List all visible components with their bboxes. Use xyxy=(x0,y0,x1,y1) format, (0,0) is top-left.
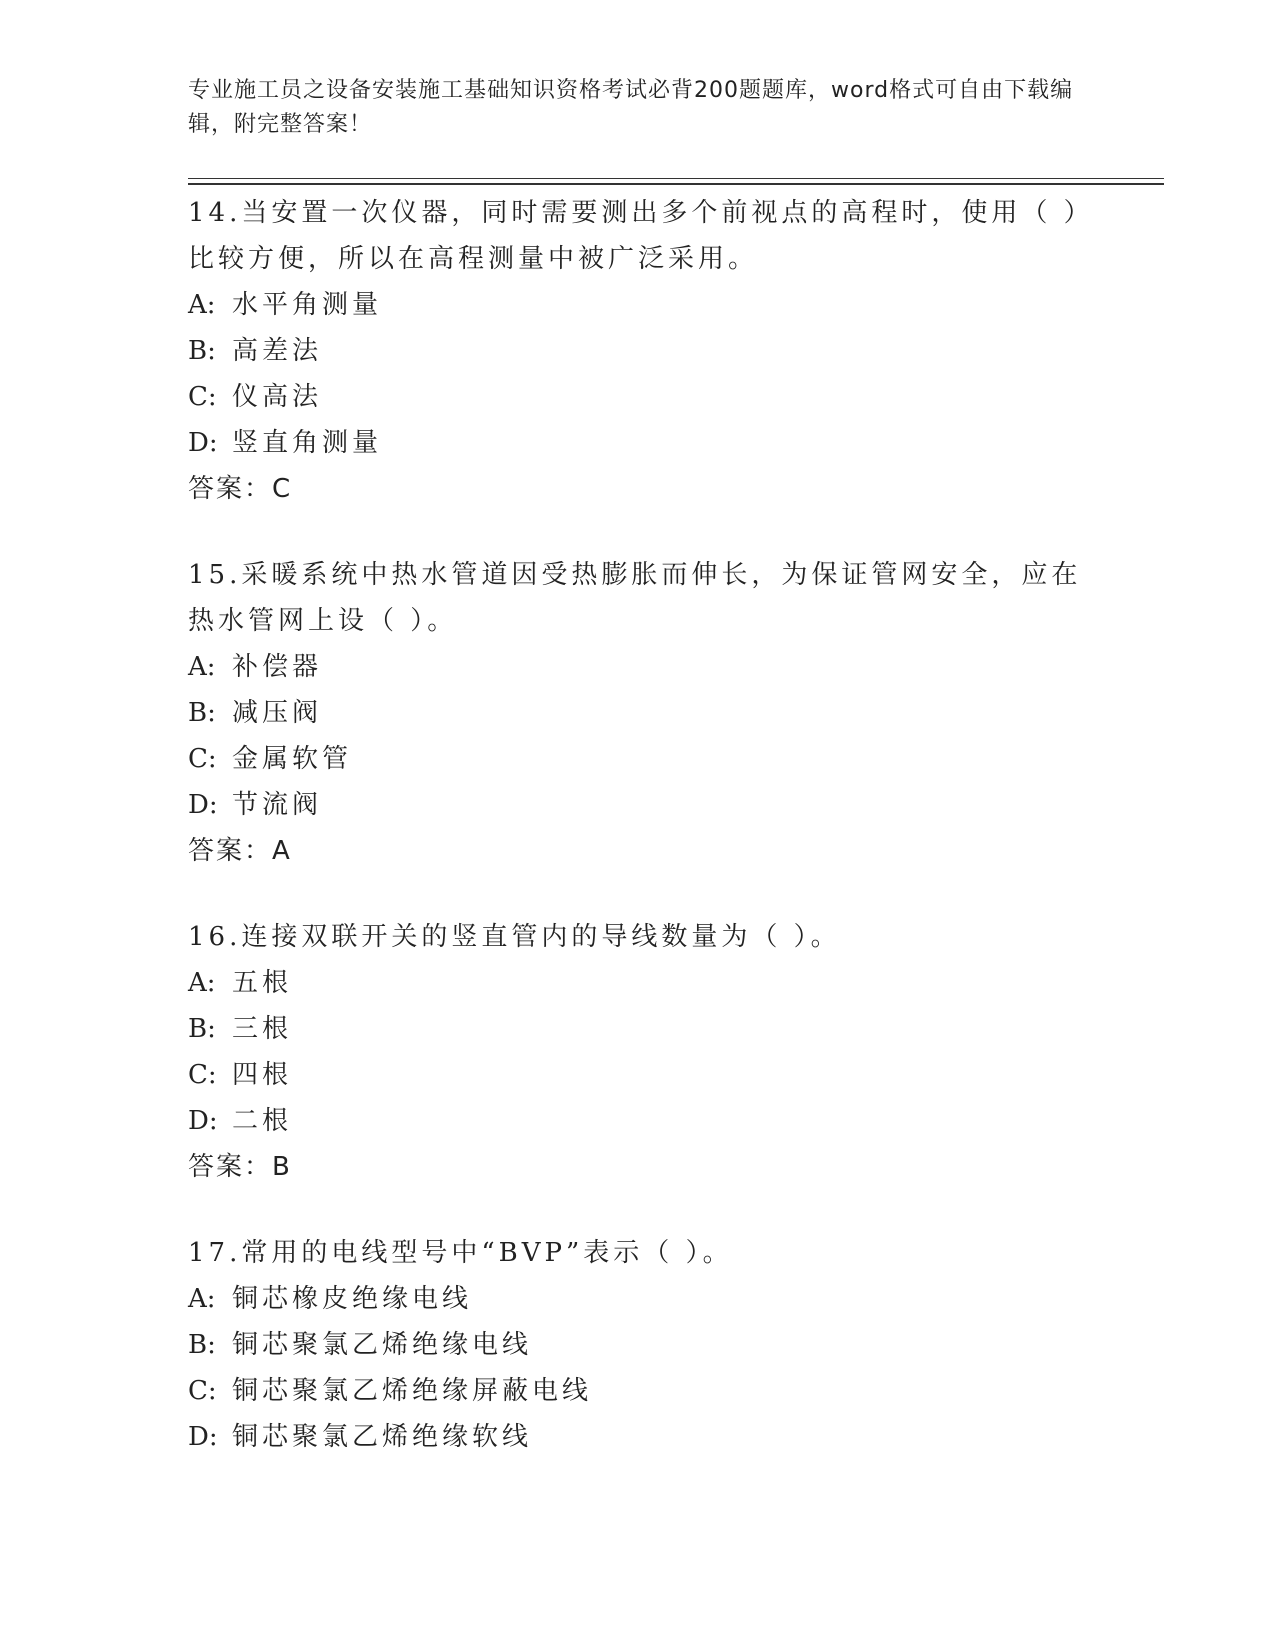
question-stem: 14.当安置一次仪器，同时需要测出多个前视点的高程时，使用（ ）比较方便，所以在高程测量中被广泛采用。 xyxy=(188,198,1081,274)
option-text: 补偿器 xyxy=(232,652,323,682)
option-d xyxy=(188,420,1088,466)
option-text: 二根 xyxy=(232,1106,293,1136)
question-16 xyxy=(188,914,1088,1190)
option-text: 铜芯聚氯乙烯绝缘软线 xyxy=(232,1422,533,1452)
option-c xyxy=(188,1368,1088,1414)
option-letter: B: xyxy=(188,1330,216,1360)
answer-line: 答案：C xyxy=(188,474,293,504)
option-c xyxy=(188,374,1088,420)
option-letter: C: xyxy=(188,1376,217,1406)
option-text: 三根 xyxy=(232,1014,293,1044)
question-15 xyxy=(188,552,1088,874)
option-a xyxy=(188,960,1088,1006)
option-text: 铜芯聚氯乙烯绝缘电线 xyxy=(232,1330,533,1360)
header-title: 专业施工员之设备安装施工基础知识资格考试必背200题题库，word格式可自由下载编辑，附完整答案！ xyxy=(188,78,1074,137)
option-text: 仪高法 xyxy=(232,382,323,412)
option-letter: C: xyxy=(188,382,217,412)
option-b xyxy=(188,1006,1088,1052)
option-letter: B: xyxy=(188,1014,216,1044)
answer-line: 答案：A xyxy=(188,836,292,866)
option-letter: D: xyxy=(188,1422,218,1452)
option-text: 节流阀 xyxy=(232,790,323,820)
option-text: 四根 xyxy=(232,1060,293,1090)
option-c xyxy=(188,1052,1088,1098)
question-list xyxy=(188,190,1088,1500)
option-text: 金属软管 xyxy=(232,744,353,774)
option-text: 减压阀 xyxy=(232,698,323,728)
option-text: 高差法 xyxy=(232,336,323,366)
option-text: 五根 xyxy=(232,968,293,998)
question-stem: 16.连接双联开关的竖直管内的导线数量为（ ）。 xyxy=(188,922,841,952)
option-letter: D: xyxy=(188,1106,218,1136)
option-letter: B: xyxy=(188,698,216,728)
option-letter: D: xyxy=(188,428,218,458)
question-stem: 17.常用的电线型号中“BVP”表示（ ）。 xyxy=(188,1238,733,1268)
option-letter: B: xyxy=(188,336,216,366)
question-14 xyxy=(188,190,1088,512)
header-divider xyxy=(188,178,1164,179)
option-letter: C: xyxy=(188,1060,217,1090)
option-letter: D: xyxy=(188,790,218,820)
option-letter: A: xyxy=(188,1284,216,1314)
option-a xyxy=(188,1276,1088,1322)
question-17 xyxy=(188,1230,1088,1460)
question-stem: 15.采暖系统中热水管道因受热膨胀而伸长，为保证管网安全，应在热水管网上设（ ）。 xyxy=(188,560,1082,636)
option-a xyxy=(188,282,1088,328)
option-text: 竖直角测量 xyxy=(232,428,383,458)
option-text: 铜芯橡皮绝缘电线 xyxy=(232,1284,473,1314)
option-d xyxy=(188,782,1088,828)
option-letter: A: xyxy=(188,968,216,998)
option-letter: C: xyxy=(188,744,217,774)
option-a xyxy=(188,644,1088,690)
header-divider-thick xyxy=(188,183,1164,185)
option-letter: A: xyxy=(188,290,216,320)
option-d xyxy=(188,1414,1088,1460)
option-text: 铜芯聚氯乙烯绝缘屏蔽电线 xyxy=(232,1376,593,1406)
document-header xyxy=(188,74,1078,142)
option-b xyxy=(188,328,1088,374)
answer-line: 答案：B xyxy=(188,1152,292,1182)
option-d xyxy=(188,1098,1088,1144)
option-c xyxy=(188,736,1088,782)
option-text: 水平角测量 xyxy=(232,290,383,320)
option-b xyxy=(188,690,1088,736)
option-letter: A: xyxy=(188,652,216,682)
option-b xyxy=(188,1322,1088,1368)
